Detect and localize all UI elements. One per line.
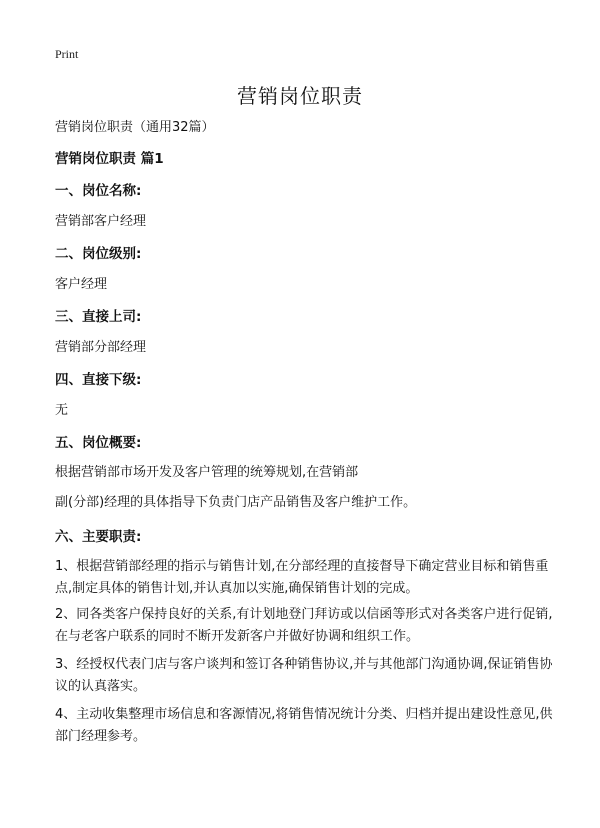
section-value-direct-subordinate: 无: [55, 403, 69, 418]
section-value-direct-superior: 营销部分部经理: [55, 340, 147, 355]
section-value-position-name: 营销部客户经理: [55, 214, 147, 229]
section-heading-position-level: 二、岗位级别:: [55, 246, 142, 262]
article-heading: 营销岗位职责 篇1: [55, 151, 164, 167]
duty-item-2: 2、同各类客户保持良好的关系,有计划地登门拜访或以信函等形式对各类客户进行促销,在与老客户联系的同时不断开发新客户并做好协调和组织工作。: [55, 607, 553, 644]
section-heading-direct-superior: 三、直接上司:: [55, 309, 142, 325]
section-heading-position-name: 一、岗位名称:: [55, 183, 142, 199]
section-heading-direct-subordinate: 四、直接下级:: [55, 372, 142, 388]
duty-item-4: 4、主动收集整理市场信息和客源情况,将销售情况统计分类、归档并提出建设性意见,供部门经理参考。: [55, 707, 553, 744]
section-value-position-level: 客户经理: [55, 277, 108, 292]
duty-item-3: 3、经授权代表门店与客户谈判和签订各种销售协议,并与其他部门沟通协调,保证销售协议的认真落实。: [55, 657, 553, 694]
overview-line-1: 根据营销部市场开发及客户管理的统筹规划,在营销部: [55, 465, 359, 480]
section-heading-overview: 五、岗位概要:: [55, 435, 142, 451]
page-title: 营销岗位职责: [237, 84, 363, 108]
document-subtitle: 营销岗位职责（通用32篇）: [55, 120, 215, 135]
duty-item-1: 1、根据营销部经理的指示与销售计划,在分部经理的直接督导下确定营业目标和销售重点,制定具体的销售计划,并认真加以实施,确保销售计划的完成。: [55, 559, 549, 596]
overview-line-2: 副(分部)经理的具体指导下负责门店产品销售及客户维护工作。: [55, 495, 417, 510]
print-label: Print: [55, 47, 79, 61]
section-heading-duties: 六、主要职责:: [55, 529, 142, 545]
